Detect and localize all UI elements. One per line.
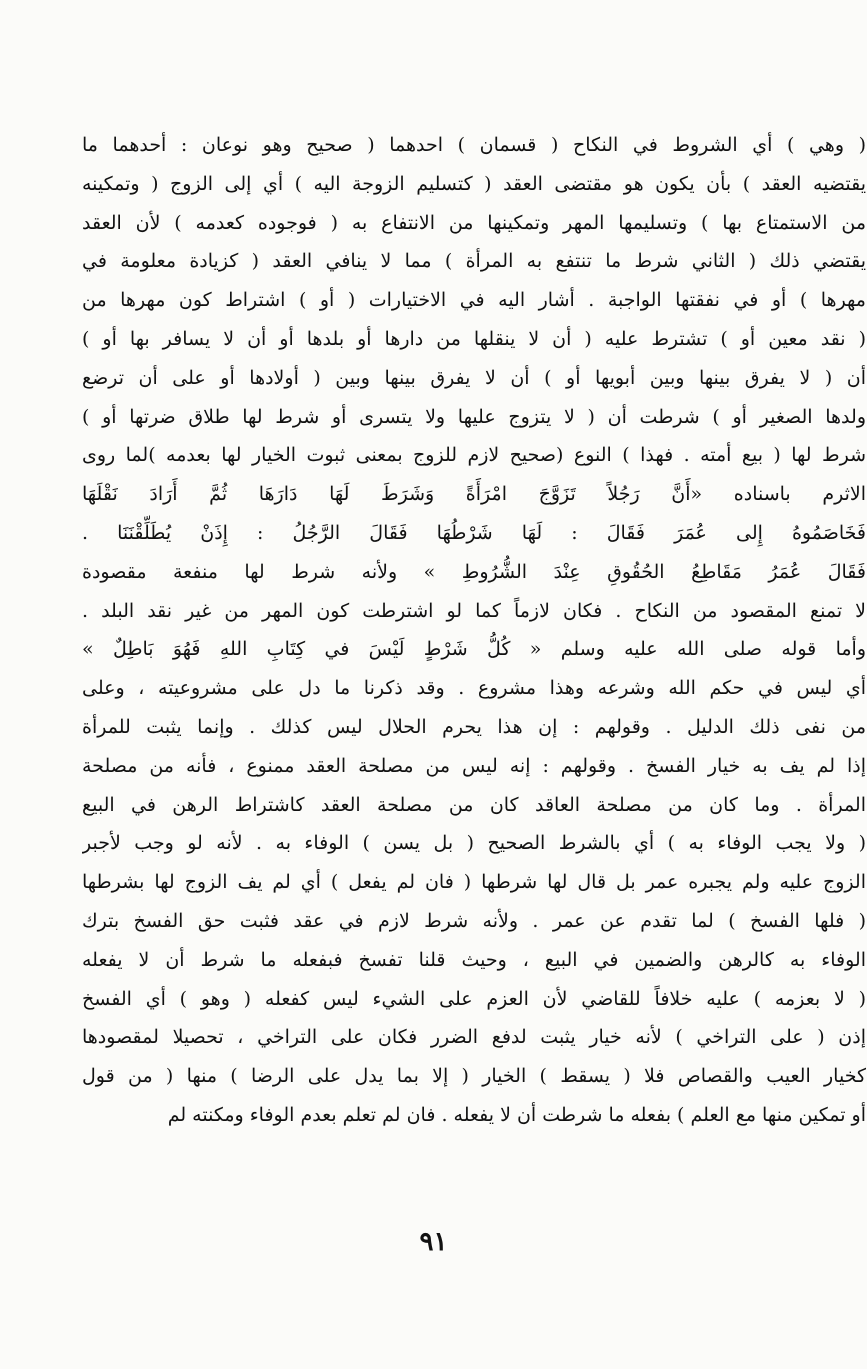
text-line: الزوج عليه ولم يجبره عمر بل قال لها شرطها ( فان لم يفعل ) أي لم يف الزوج لها بشرطها [82, 871, 866, 894]
text-line: الاثرم باسناده «أَنَّ رَجُلاً تَزَوَّجَ امْرَأَةً وَشَرَطَ لَهَا دَارَهَا ثُمَّ أَرَادَ نَقْلَهَا [82, 483, 866, 506]
text-line: أن ( لا يفرق بينها وبين أبويها أو ) أن لا يفرق بينها وبين ( أولادها أو على أن ترضع [82, 366, 866, 389]
text-line: أي ليس في حكم الله وشرعه وهذا مشروع . وقد ذكرنا ما دل على مشروعيته ، وعلى [82, 677, 866, 700]
text-line: إذن ( على التراخي ) لأنه خيار يثبت لدفع الضرر فكان على التراخي ، تحصيلا لمقصودها [82, 1026, 866, 1049]
text-line: يقتضيه العقد ) بأن يكون هو مقتضى العقد ( كتسليم الزوجة اليه ) أي إلى الزوج ( وتمكينه [82, 172, 866, 195]
text-line: من الاستمتاع بها ) وتسليمها المهر وتمكينها من الانتفاع به ( فوجوده كعدمه ) لأن العقد [82, 211, 866, 234]
text-line: كخيار العيب والقصاص فلا ( يسقط ) الخيار ( إلا بما يدل على الرضا ) منها ( من قول [82, 1065, 866, 1088]
text-line: ( فلها الفسخ ) لما تقدم عن عمر . ولأنه شرط لازم في عقد فثبت حق الفسخ بترك [82, 909, 866, 932]
text-line: المرأة . وما كان من مصلحة العاقد كان من مصلحة العقد كاشتراط الرهن في البيع [82, 793, 866, 816]
text-line: لا تمنع المقصود من النكاح . فكان لازماً كما لو اشترطت كون المهر من غير نقد البلد . [82, 599, 866, 622]
text-line: ( لا بعزمه ) عليه خلافاً للقاضي لأن العزم على الشيء ليس كفعله ( وهو ) أي الفسخ [82, 987, 866, 1010]
text-line: من نفى ذلك الدليل . وقولهم : إن هذا يحرم الحلال ليس كذلك . وإنما يثبت للمرأة [82, 715, 866, 738]
text-line: مهرها ) أو في نفقتها الواجبة . أشار اليه في الاختيارات ( أو ) اشتراط كون مهرها من [82, 289, 866, 312]
text-line: وأما قوله صلى الله عليه وسلم « كُلُّ شَرْطٍ لَيْسَ في كِتَابِ اللهِ فَهُوَ بَاطِلٌ » [82, 638, 866, 661]
body-text [82, 126, 866, 1135]
text-line: أو تمكين منها مع العلم ) بفعله ما شرطت أن لا يفعله . فان لم تعلم بعدم الوفاء ومكنته لم [167, 1103, 866, 1126]
text-line: يقتضي ذلك ( الثاني شرط ما تنتفع به المرأة ) مما لا ينافي العقد ( كزيادة معلومة في [82, 250, 866, 273]
text-line: شرط لها ( بيع أمته . فهذا ) النوع (صحيح لازم للزوج بمعنى ثبوت الخيار لها بعدمه )لما روى [82, 444, 866, 467]
page-number: ٩١ [419, 1227, 448, 1257]
text-line: ( وهي ) أي الشروط في النكاح ( قسمان ) احدهما ( صحيح وهو نوعان : أحدهما ما [82, 134, 866, 156]
text-line: ( نقد معين أو ) تشترط عليه ( أن لا ينقلها من دارها أو بلدها أو أن لا يسافر بها أو ) [82, 327, 866, 350]
text-line: فَخَاصَمُوهُ إِلى عُمَرَ فَقَالَ : لَهَا شَرْطُهَا فَقَالَ الرَّجُلُ : إِذَنْ يُطَلِّقْنَنَا . [82, 521, 866, 544]
text-line: فَقَالَ عُمَرُ مَقَاطِعُ الحُقُوقِ عِنْدَ الشُّرُوطِ » ولأنه شرط لها منفعة مقصودة [82, 560, 866, 583]
text-line: الوفاء به كالرهن والضمين في البيع ، وحيث قلنا تفسخ فبفعله ما شرط أن لا يفعله [82, 948, 866, 971]
text-line: ( ولا يجب الوفاء به ) أي بالشرط الصحيح ( بل يسن ) الوفاء به . لأنه لو وجب لأجبر [82, 832, 866, 855]
text-line: ولدها الصغير أو ) شرطت أن ( لا يتزوج عليها ولا يتسرى أو شرط لها طلاق ضرتها أو ) [82, 405, 866, 428]
text-line: إذا لم يف به خيار الفسخ . وقولهم : إنه ليس من مصلحة العقد ممنوع ، فأنه من مصلحة [82, 754, 866, 777]
